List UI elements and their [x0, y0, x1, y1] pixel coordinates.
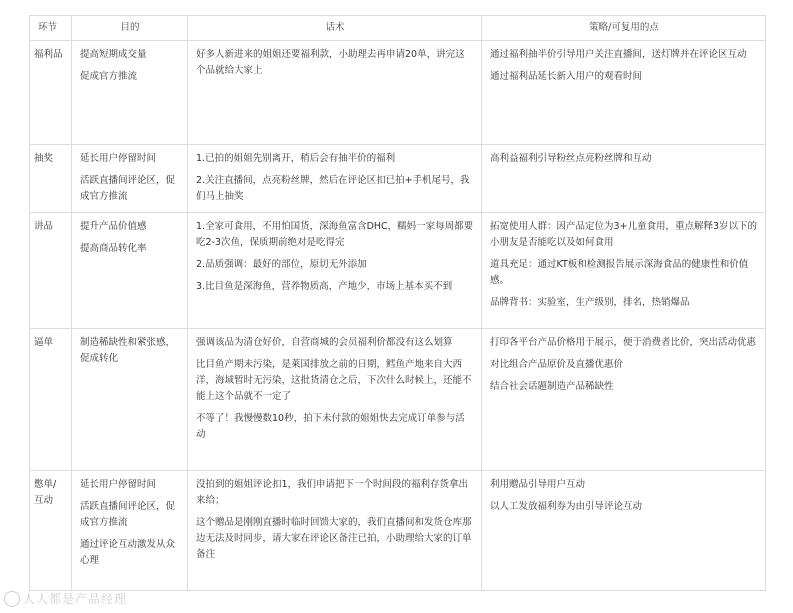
script-item: 好多人新进来的姐姐还要福利款，小助理去再申请20单，讲完这个品就给大家上: [196, 49, 465, 76]
purpose-item: 活跃直播间评论区，促成官方推流: [80, 175, 176, 202]
purpose-item: 提升产品价值感: [80, 221, 147, 232]
header-strategy: 策略/可复用的点: [482, 16, 766, 41]
strategy-cell: [482, 213, 766, 329]
purpose-cell: [72, 471, 188, 591]
table-row: [30, 471, 766, 591]
header-purpose: 目的: [72, 16, 188, 41]
script-item: 没拍到的姐姐评论扣1，我们申请把下一个时间段的福利存货拿出来给；: [196, 479, 469, 506]
script-cell: [188, 41, 482, 145]
stage-cell: 福利品: [30, 41, 72, 145]
purpose-cell: [72, 329, 188, 471]
watermark: [4, 590, 127, 607]
strategy-item: 打印各平台产品价格用于展示，便于消费者比价，突出活动优惠: [490, 337, 757, 348]
strategy-cell: [482, 41, 766, 145]
script-item: 1.已拍的姐姐先别离开，稍后会有抽半价的福利: [196, 153, 396, 164]
script-item: 2.关注直播间，点亮粉丝牌，然后在评论区扣已拍+手机尾号，我们马上抽奖: [196, 175, 470, 202]
table-row: [30, 213, 766, 329]
header-script: 话术: [188, 16, 482, 41]
purpose-item: 通过评论互动激发从众心理: [80, 539, 176, 566]
stage-cell: 逼单: [30, 329, 72, 471]
watermark-logo-icon: [4, 591, 20, 607]
stage-cell: 抽奖: [30, 145, 72, 213]
table-header-row: [30, 16, 766, 41]
script-item: 比目鱼产期未污染，是萊国排放之前的日期，鳕鱼产地来自大西洋，海域暂时无污染，这批货清仓之后，下次什么时候上，还能不能上这个品就不一定了: [196, 359, 472, 402]
strategy-item: 拓宽使用人群：因产品定位为3+儿童食用，重点解释3岁以下的小朋友是否能吃以及如何食用: [490, 221, 758, 248]
purpose-item: 活跃直播间评论区，促成官方推流: [80, 501, 176, 528]
strategy-item: 通过福利抽半价引导用户关注直播间，送灯牌并在评论区互动: [490, 49, 747, 60]
strategy-item: 以人工发放福利券为由引导评论互动: [490, 501, 643, 512]
purpose-item: 提高短期成交量: [80, 49, 147, 60]
script-item: 2.品质强调：最好的部位，原切无外添加: [196, 259, 367, 270]
script-cell: [188, 329, 482, 471]
purpose-item: 促成官方推流: [80, 71, 138, 82]
header-stage: 环节: [30, 16, 72, 41]
watermark-text: 人人都是产品经理: [23, 592, 128, 606]
strategy-item: 对比组合产品原价及直播优惠价: [490, 359, 624, 370]
purpose-item: 延长用户停留时间: [80, 153, 157, 164]
purpose-cell: [72, 41, 188, 145]
stage-cell: 讲品: [30, 213, 72, 329]
script-item: 强调该品为清仓好价，自营商城的会员福利价都没有这么划算: [196, 337, 453, 348]
purpose-item: 提高商品转化率: [80, 243, 147, 254]
strategy-item: 高利益福利引导粉丝点亮粉丝牌和互动: [490, 153, 652, 164]
table-row: [30, 329, 766, 471]
table-row: [30, 41, 766, 145]
purpose-item: 制造稀缺性和紧张感，促成转化: [80, 337, 176, 364]
strategy-item: 结合社会话题制造产品稀缺性: [490, 381, 614, 392]
stage-cell: 憋单/互动: [30, 471, 72, 591]
purpose-item: 延长用户停留时间: [80, 479, 157, 490]
strategy-item: 通过福利品延长新入用户的观看时间: [490, 71, 643, 82]
strategy-table: [29, 15, 766, 591]
strategy-item: 品牌背书：实验室，生产级别，排名，热销爆品: [490, 297, 690, 308]
script-item: 3.比目鱼是深海鱼，营养物质高，产地少，市场上基本买不到: [196, 281, 453, 292]
strategy-cell: [482, 471, 766, 591]
table-row: [30, 145, 766, 213]
script-item: 这个赠品是刚刚直播时临时回馈大家的，我们直播间和发货仓库那边无法及时同步，请大家在评论区备注已拍，小助理给大家的订单备注: [196, 517, 472, 560]
strategy-cell: [482, 329, 766, 471]
script-item: 1.全家可食用，不用怕国货，深海鱼富含DHC，糯妈一家每周都要吃2-3次鱼，保质期前绝对是吃得完: [196, 221, 474, 248]
script-item: 不等了！我慢慢数10秒，拍下未付款的姐姐快去完成订单参与活动: [196, 413, 465, 440]
script-cell: [188, 213, 482, 329]
script-cell: [188, 471, 482, 591]
strategy-item: 道具充足：通过KT板和检测报告展示深海食品的健康性和价值感。: [490, 259, 749, 286]
strategy-cell: [482, 145, 766, 213]
purpose-cell: [72, 213, 188, 329]
script-cell: [188, 145, 482, 213]
purpose-cell: [72, 145, 188, 213]
strategy-item: 利用赠品引导用户互动: [490, 479, 586, 490]
